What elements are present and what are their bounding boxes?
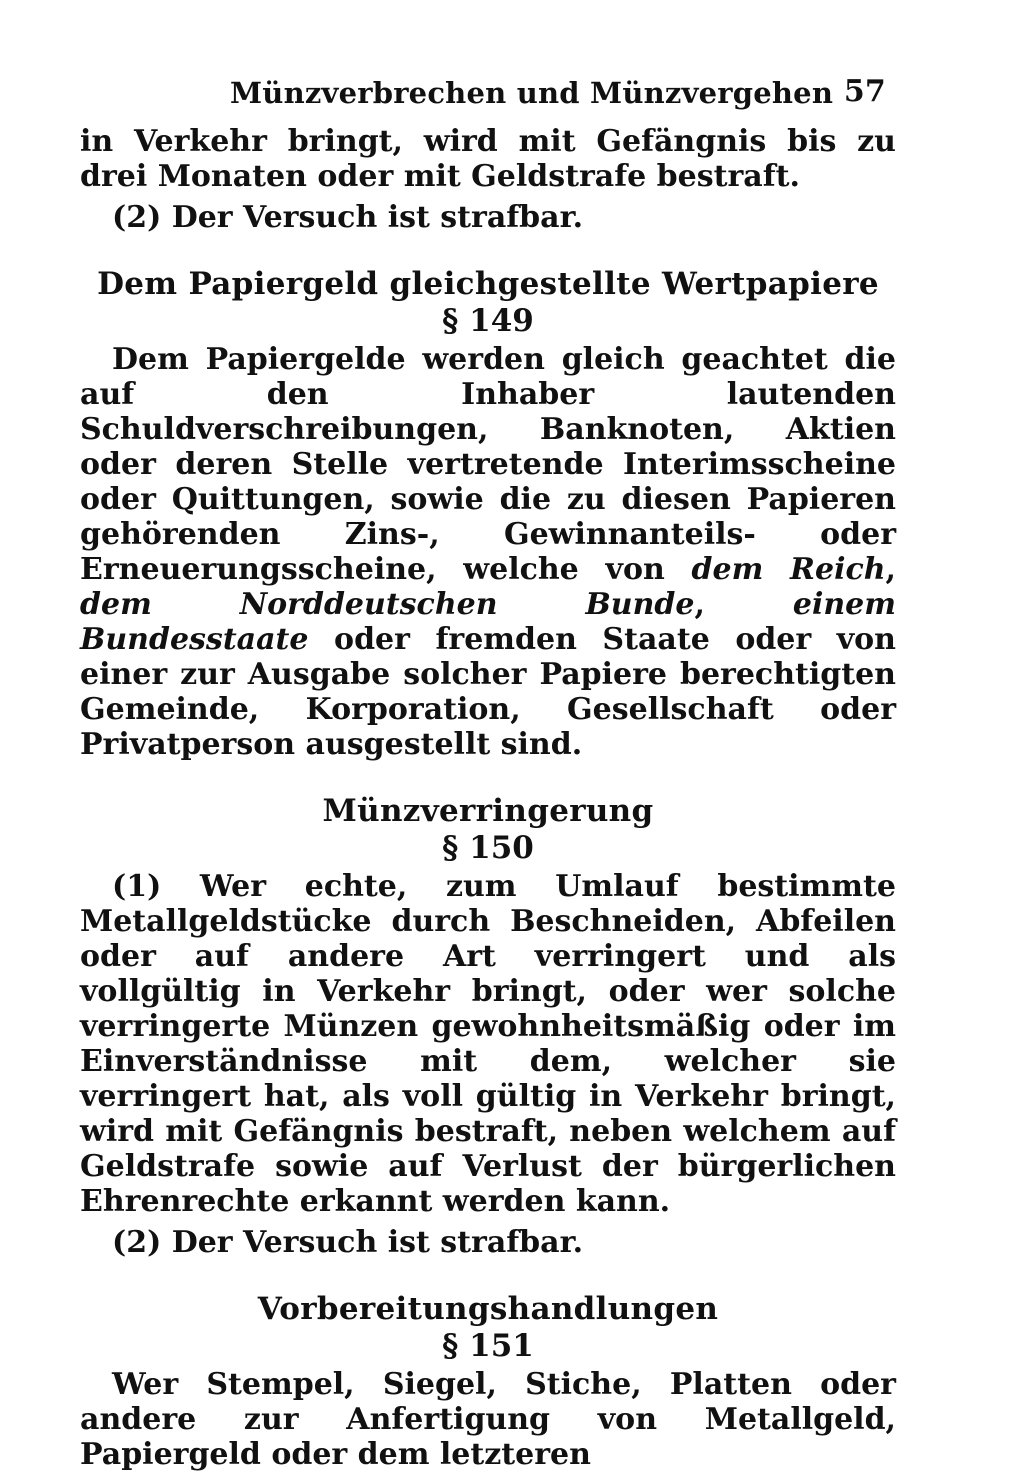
running-title: Münzverbrechen und Münzvergehen [230,76,834,110]
section-149-text-2: , [885,552,896,587]
section-149-text-4: oder fremden Staate oder von einer zur Ausgabe solcher Papiere berechtigten Gemeinde, Korporation, Gesellschaft oder Privatperson ausgestellt sind. [80,622,896,762]
section-150-heading: Münzverringerung [322,793,654,829]
section-149-italic-reich: dem Reich [691,552,886,587]
section-151-heading: Vorbereitungshandlungen [257,1291,719,1327]
section-149-paragraph [80,342,896,762]
section-150-paragraph-1: (1) Wer echte, zum Umlauf bestimmte Metallgeldstücke durch Beschneiden, Abfeilen oder auf andere Art verringert und als vollgültig in Verkehr bringt, oder wer solche verringerte Münzen gewohnheitsmäßig oder im Einverständnisse mit dem, welcher sie verringert hat, als voll gültig in Verkehr bringt, wird mit Gefängnis bestraft, neben welchem auf Geldstrafe sowie auf Verlust der bürgerlichen Ehrenrechte erkannt werden kann. [80,869,896,1219]
continuation-attempt-paragraph: (2) Der Versuch ist strafbar. [112,200,584,235]
section-149-italic-bundesstaate: einem Bundesstaate [80,587,896,657]
book-page [80,70,896,1472]
section-150-number: § 150 [442,830,534,866]
section-150-paragraph-2: (2) Der Versuch ist strafbar. [112,1225,584,1260]
page-number: 57 [843,74,886,109]
section-149-heading: Dem Papiergeld gleichgestellte Wertpapiere [97,266,879,302]
section-149-number: § 149 [442,303,534,339]
continuation-paragraph: in Verkehr bringt, wird mit Gefängnis bis zu drei Monaten oder mit Geldstrafe bestraft. [80,124,896,194]
section-149-italic-bund: dem Norddeutschen Bunde [80,587,695,622]
section-149-text-3: , [694,587,793,622]
body-text [80,124,896,1472]
running-head [80,70,896,124]
section-151-number: § 151 [442,1328,534,1364]
section-149-text-1: Dem Papiergelde werden gleich geachtet die auf den Inhaber lautenden Schuldverschreibungen, Banknoten, Aktien oder deren Stelle vertretende Interimsscheine oder Quittungen, sowie die zu diesen Papieren gehörenden Zins-, Gewinnanteils- oder Erneuerungsscheine, welche von [80,342,896,587]
section-151-paragraph: Wer Stempel, Siegel, Stiche, Platten oder andere zur Anfertigung von Metallgeld, Papiergeld oder dem letzteren [80,1367,896,1472]
